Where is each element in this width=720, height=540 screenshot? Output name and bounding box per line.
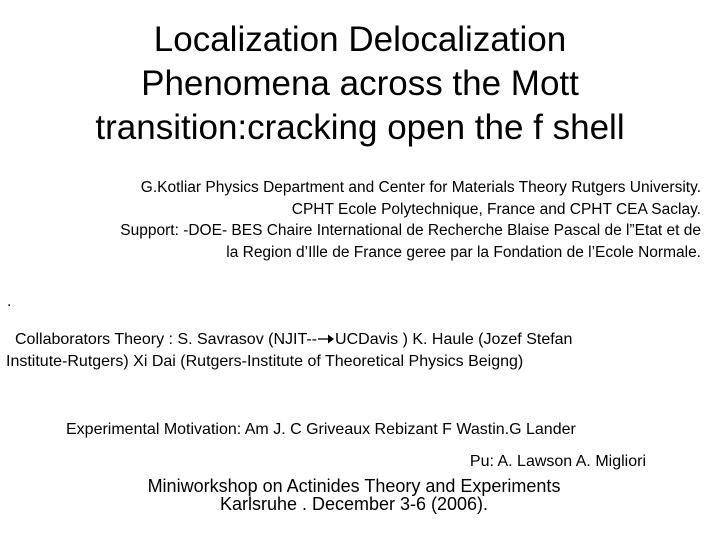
workshop-line: Miniworkshop on Actinides Theory and Experiments (147, 476, 561, 496)
affiliation-line: la Region d’Ille de France geree par la Fondation de l’Ecole Normale. (226, 243, 701, 261)
collaborators-text-before-arrow: Collaborators Theory : S. Savrasov (NJIT-- (15, 331, 318, 348)
title-line: Phenomena across the Mott (141, 64, 579, 103)
title-line: Localization Delocalization (153, 20, 567, 59)
workshop-info (0, 477, 708, 513)
right-arrow-icon (317, 333, 335, 345)
experimental-motivation: Experimental Motivation: Am J. C Griveaux Rebizant F Wastin.G Lander (66, 421, 576, 438)
pu-credits: Pu: A. Lawson A. Migliori (469, 453, 646, 470)
slide-title (0, 18, 720, 150)
affiliation-line: G.Kotliar Physics Department and Center for Materials Theory Rutgers University. (140, 179, 701, 196)
workshop-line: Karlsruhe . December 3-6 (2006). (219, 494, 489, 514)
collaborators-line-1 (15, 329, 572, 351)
bullet-dot: . (7, 293, 12, 310)
affiliation-block (0, 177, 701, 263)
collaborators-text-after-arrow: UCDavis ) K. Haule (Jozef Stefan (335, 331, 573, 348)
affiliation-line: Support: -DOE- BES Chaire International de Recherche Blaise Pascal de l”Etat et de (120, 222, 701, 239)
collaborators-line-2: Institute-Rutgers) Xi Dai (Rutgers-Institute of Theoretical Physics Beigng) (6, 353, 524, 370)
affiliation-line: CPHT Ecole Polytechnique, France and CPHT CEA Saclay. (291, 200, 701, 218)
title-line: transition:cracking open the f shell (95, 108, 625, 147)
